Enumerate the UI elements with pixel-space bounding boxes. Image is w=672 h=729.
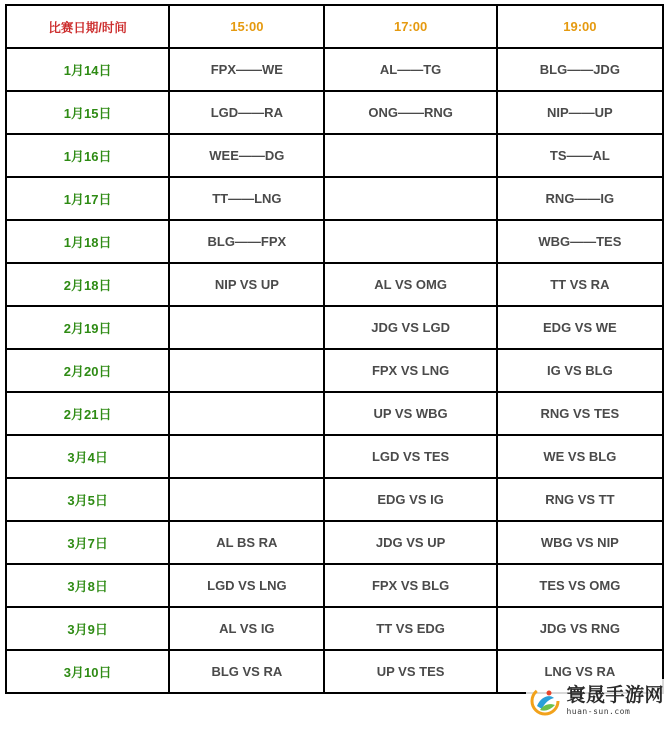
match-cell: AL BS RA [169,521,324,564]
match-cell: IG VS BLG [497,349,663,392]
table-row [6,48,663,91]
match-cell: WBG VS NIP [497,521,663,564]
match-cell: EDG VS IG [324,478,496,521]
date-cell: 1月14日 [6,48,169,91]
header-slot-1500: 15:00 [169,5,324,48]
match-cell: WE VS BLG [497,435,663,478]
table-row [6,177,663,220]
match-cell: AL VS OMG [324,263,496,306]
date-cell: 3月5日 [6,478,169,521]
table-row [6,220,663,263]
date-cell: 3月10日 [6,650,169,693]
match-cell [324,220,496,263]
date-cell: 3月8日 [6,564,169,607]
match-cell: TS——AL [497,134,663,177]
match-cell: AL VS IG [169,607,324,650]
match-cell: WEE——DG [169,134,324,177]
match-cell [324,177,496,220]
match-cell [169,349,324,392]
match-cell: TES VS OMG [497,564,663,607]
date-cell: 1月18日 [6,220,169,263]
match-cell: JDG VS RNG [497,607,663,650]
match-cell: UP VS WBG [324,392,496,435]
match-cell [324,134,496,177]
match-cell: FPX VS LNG [324,349,496,392]
match-cell: NIP VS UP [169,263,324,306]
table-row [6,349,663,392]
date-cell: 2月19日 [6,306,169,349]
table-row [6,392,663,435]
header-row [6,5,663,48]
header-slot-1900: 19:00 [497,5,663,48]
table-row [6,306,663,349]
table-row [6,478,663,521]
date-cell: 1月17日 [6,177,169,220]
date-cell: 2月21日 [6,392,169,435]
match-cell: LNG VS RA [497,650,663,693]
watermark-url: huan-sun.com [566,707,631,716]
match-cell: EDG VS WE [497,306,663,349]
match-cell [169,478,324,521]
match-cell [169,306,324,349]
header-slot-1700: 17:00 [324,5,496,48]
date-cell: 2月18日 [6,263,169,306]
match-cell: UP VS TES [324,650,496,693]
match-cell: JDG VS UP [324,521,496,564]
table-row [6,521,663,564]
match-cell: NIP——UP [497,91,663,134]
table-row [6,564,663,607]
table-row [6,263,663,306]
date-cell: 1月15日 [6,91,169,134]
date-cell: 3月4日 [6,435,169,478]
schedule-table [5,4,664,694]
match-cell: TT——LNG [169,177,324,220]
match-cell: LGD VS LNG [169,564,324,607]
date-cell: 1月16日 [6,134,169,177]
match-cell [169,392,324,435]
match-cell: ONG——RNG [324,91,496,134]
match-cell: TT VS RA [497,263,663,306]
match-cell: FPX VS BLG [324,564,496,607]
match-cell: LGD VS TES [324,435,496,478]
match-cell [169,435,324,478]
match-cell: TT VS EDG [324,607,496,650]
match-cell: JDG VS LGD [324,306,496,349]
match-cell: FPX——WE [169,48,324,91]
watermark-brand: 寰晟手游网 [566,684,664,706]
match-cell: RNG——IG [497,177,663,220]
site-watermark [526,679,668,723]
match-cell: RNG VS TES [497,392,663,435]
match-cell: BLG——FPX [169,220,324,263]
date-cell: 3月7日 [6,521,169,564]
header-date-label: 比赛日期/时间 [6,5,169,48]
match-cell: LGD——RA [169,91,324,134]
match-cell: RNG VS TT [497,478,663,521]
watermark-logo-icon [528,684,562,718]
match-cell: AL——TG [324,48,496,91]
date-cell: 3月9日 [6,607,169,650]
match-cell: BLG VS RA [169,650,324,693]
match-cell: WBG——TES [497,220,663,263]
match-cell: BLG——JDG [497,48,663,91]
date-cell: 2月20日 [6,349,169,392]
table-row [6,607,663,650]
table-row [6,134,663,177]
table-row [6,435,663,478]
table-row [6,91,663,134]
